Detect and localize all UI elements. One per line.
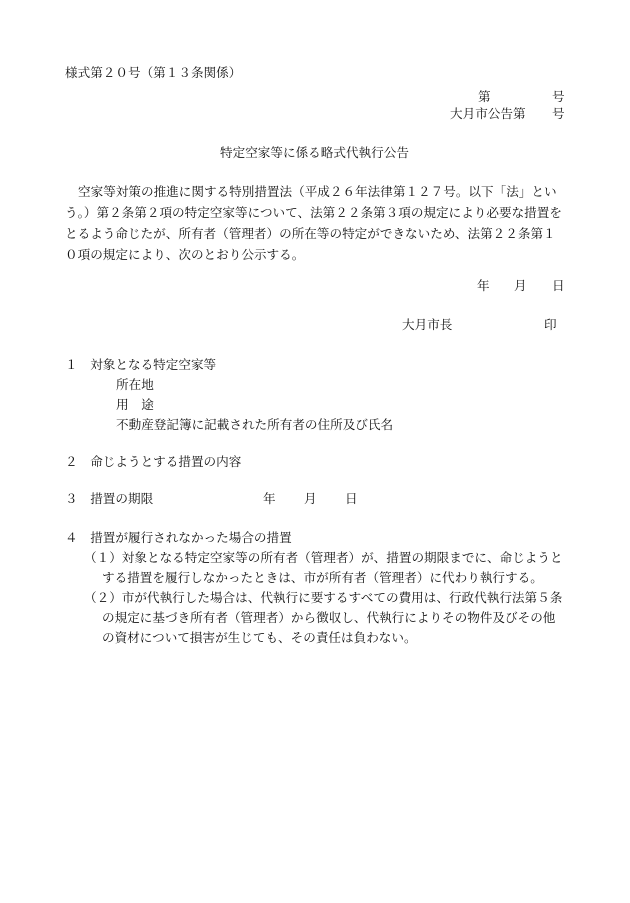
body-line-4: ０項の規定により、次のとおり公示する。 xyxy=(65,247,305,262)
section3-day: 日 xyxy=(345,491,358,506)
date-month: 月 xyxy=(514,278,527,293)
seal-mark: 印 xyxy=(544,317,557,332)
date-day: 日 xyxy=(552,278,565,293)
section2-heading: ２ 命じようとする措置の内容 xyxy=(65,454,242,469)
body-line-1: 空家等対策の推進に関する特別措置法（平成２６年法律第１２７号。以下「法」とい xyxy=(78,184,557,199)
section4-item2-line2: の規定に基づき所有者（管理者）から徴収し、代執行によりその物件及びその他 xyxy=(102,610,556,625)
section4-item1-line2: する措置を履行しなかったときは、市が所有者（管理者）に代わり執行する。 xyxy=(102,570,543,585)
form-label: 様式第２０号（第１３条関係） xyxy=(65,65,242,80)
section3-month: 月 xyxy=(304,491,317,506)
section1-item-location: 所在地 xyxy=(116,377,154,392)
signer-title: 大月市長 xyxy=(402,317,453,332)
section4-item1-line1: （１）対象となる特定空家等の所有者（管理者）が、措置の期限までに、命じようと xyxy=(84,550,563,565)
body-line-3: とるよう命じたが、所有者（管理者）の所在等の特定ができないため、法第２２条第１ xyxy=(65,226,556,241)
section4-heading: ４ 措置が履行されなかった場合の措置 xyxy=(65,530,292,545)
date-year: 年 xyxy=(477,278,490,293)
number-prefix: 第 xyxy=(478,89,491,104)
section4-item2-line3: の資材について損害が生じても、その責任は負わない。 xyxy=(102,630,417,645)
section3-heading: ３ 措置の期限 xyxy=(65,491,154,506)
notice-number-prefix: 大月市公告第 xyxy=(450,106,526,121)
section4-item2-line1: （２）市が代執行した場合は、代執行に要するすべての費用は、行政代執行法第５条 xyxy=(84,590,563,605)
page-title: 特定空家等に係る略式代執行公告 xyxy=(220,145,409,160)
section1-heading: １ 対象となる特定空家等 xyxy=(65,357,217,372)
section1-item-use: 用 途 xyxy=(116,397,154,412)
section1-item-owner: 不動産登記簿に記載された所有者の住所及び氏名 xyxy=(116,417,394,432)
body-line-2: う。）第２条第２項の特定空家等について、法第２２条第３項の規定により必要な措置を xyxy=(65,205,562,220)
number-suffix: 号 xyxy=(552,89,565,104)
notice-number-suffix: 号 xyxy=(552,106,565,121)
section3-year: 年 xyxy=(263,491,276,506)
